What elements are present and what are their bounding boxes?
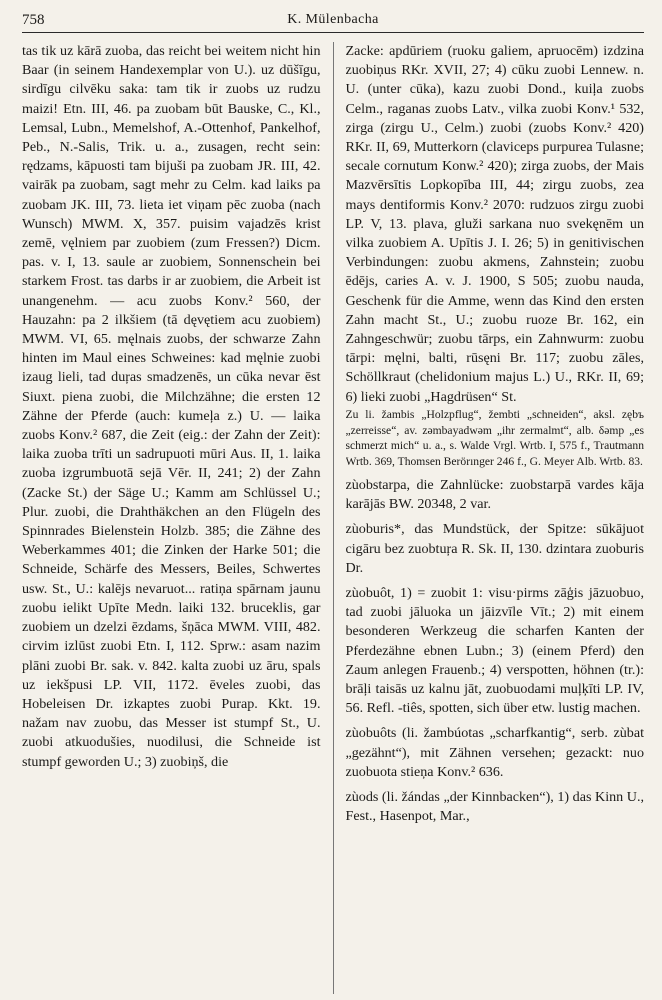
- entry-paragraph: Zacke: apdūriem (ruoku galiem, apruocēm) izdzina zuobiņus RKr. XVII, 27; 4) cūku zuobi Lennew. n. U. (unter cūka), kazu zuobi Dond., kuiļa zuobs Celm., raganas zuobs Latv., vilka zuobi Konv.¹ 532, zirga (zirgu U., Celm.) zuobi (zuobs Konv.² 420) RKr. II, 69, Mutterkorn (claviceps purpurea Tulasne; secale cornutum Konw.² 420); zirga zuobs, der Mais Mazvērsītis Lopkopība III, 44; zirgu zuobs, zea mays dentiformis Konv.² 2070: rudzuos zirgu zuobi LP. V, 13. plava, gluži sarkana nuo svekęnēm un vilka zuobiem A. Upītis J. I. 26; 5) in genitivischen Verbindungen: zuobu akmens, Zahnstein; zuobu ēdējs, caries A. v. J. 1900, S 505; zuobu nauda, Geschenk für die Amme, wenn das Kind den ersten Zahn macht St., U.; zuobu ruoze Br. 162, ein Zahngeschwür; zuobu tārps, ein Zahnwurm: zuobu tārpi: męlni, balti, rūsęni Br. 117; zuobu zāles, Schöllkraut (chelidonium majus L.) U., RKr. II, 69; 6) lieki zuobi „Hagdrüsen“ St.: [345, 43, 644, 405]
- page-number: 758: [22, 12, 45, 28]
- etymology-note: Zu li. žambis „Holzpflug“, žembti „schneiden“, aksl. zębъ „zerreisse“, av. zəmbayadwəm „ihr zermalmt“, alb. δəmp „es schmerzt mich“ u. a., s. Walde Vrgl. Wrtb. I, 575 f., Trautmann Wrtb. 369, Thomsen Berörınger 246 f., G. Meyer Alb. Wrtb. 83.: [345, 407, 644, 469]
- entry-zuobuots: zùobuôts (li. žambúotas „scharfkantig“, serb. zùbat „gezähnt“), mit Zähnen versehen; gezackt: nuo zuobuota stieņa Konv.² 636.: [345, 725, 644, 780]
- dictionary-columns: [22, 42, 644, 994]
- page-header: [22, 8, 644, 33]
- entry-zuobuot: zùobuôt, 1) = zuobit 1: visu·pirms zāģis jāzuobuo, tad zuobi jāluoka un jāizvīle Vīt.; 2) mit einem besonderen Werkzeug die scharfen Kanten der Pferdezähne ebnen Lubn.; 3) (einem Pferd) den Zaum anlegen Frauenb.; 4) verspotten, höhnen (tr.): brāļi taisās uz kalnu jāt, zuobuodami muļķīti LP. IV, 56. Refl. -tiês, spotten, sich über etw. lustig machen.: [345, 585, 644, 717]
- right-column: [346, 42, 645, 994]
- entry-zuods: zùods (li. žándas „der Kinnbacken“), 1) das Kinn U., Fest., Hasenpot, Mar.,: [345, 789, 644, 825]
- entry-zuoburis: zùoburis*, das Mundstück, der Spitze: sūkājuot cigāru bez zuobtuŗa R. Sk. II, 130. dzintara zuoburis Dr.: [345, 521, 644, 576]
- left-column: [22, 42, 321, 994]
- running-head: K. Mülenbacha: [287, 12, 379, 27]
- entry-paragraph: tas tik uz kārā zuoba, das reicht bei weitem nicht hin Baar (in seinem Handexemplar von U.). uz dūšīgu, sirdīgu cilvēku saka: tam tik ir zuobs uz rudzu maizi! Etn. III, 46. pa zuobam būt Bauske, C., Kl., Lemsal, Lubn., Memelshof, A.-Ottenhof, Pankelhof, Peb., N.-Salis, Trik. u. a., zusagen, recht sein: rędzams, kāpuosti tam bijuši pa zuobam JR. III, 42. vairāk pa zuobam, sagt mehr zu Celm. kad laiks pa zuobam JK. III, 73. lieta iet viņam pēc zuoba (nach Wunsch) MWM. X, 357. puisim vajadzēs krist zemē, vęlniem par zuobiem (zum Fressen?) Dicm. pas. v. I, 13. saule ar zuobiem, Sonnenschein bei starkem Frost. tas darbs ir ar zuobiem, die Arbeit ist unangenehm. — acu zuobs Konv.² 560, der Hauzahn: pa 2 ilkšiem (tā dęvętiem acu zuobiem) MWM. VI, 65. męlnais zuobs, der schwarze Zahn hinten im Maul eines Schweines: kad męlnie zuobi izaug lieli, tad duŗas smadzenēs, un cūka nevar ēst Siuxt. piena zuobi, die Milchzähne; die ersten 12 Zähne der Pferde (auch: kumeļa z.) U. — laika zuobs Konv.² 687, die Zeit (eig.: der Zahn der Zeit): laika zuoba trīti un sadrupuoti mūri Aus. II, 1. laika zuoba izgrumbuotā sejā Vēr. II, 241; 2) der Zahn (Zacke St.) der Säge U.; Kamm am Schlüssel U.; Plur. zuobi, die Drahthäkchen an den Flügeln des Spinnrades Bielenstein Holzb. 385; die Zähne des Weberkammes 401; die Zinken der Harke 501; die Schneide, Schärfe des Messers, Beiles, Schwertes usw. St., U.: kalējs nevaruot... ratiņa spārnam jaunu zuobu ielikt Upīte Medn. laiki 132. bruceklis, gar zuobiem un dzelzi ēzdams, šņāca MWM. VIII, 482. cirvim izlūst zuobi Etn. I, 112. Sprw.: asam nazim plāni zuobi Br. sak. v. 842. kalta zuobi uz āru, spals uz iekšpusi LP. VII, 1172. ēveles zuobi, das Hobeleisen Dr. izkaptes zuobi Purap. Kkt. 19. nažam nav zuobu, das Messer ist stumpf St., U. zuobi atkuodušies, nuodilusi, die Schneide ist stumpf geworden U.; 3) zuobiņš, die: [22, 43, 321, 770]
- entry-zuobstarpa: zùobstarpa, die Zahnlücke: zuobstarpā vardes kāja karājās BW. 20348, 2 var.: [345, 477, 644, 513]
- column-divider: [333, 42, 334, 994]
